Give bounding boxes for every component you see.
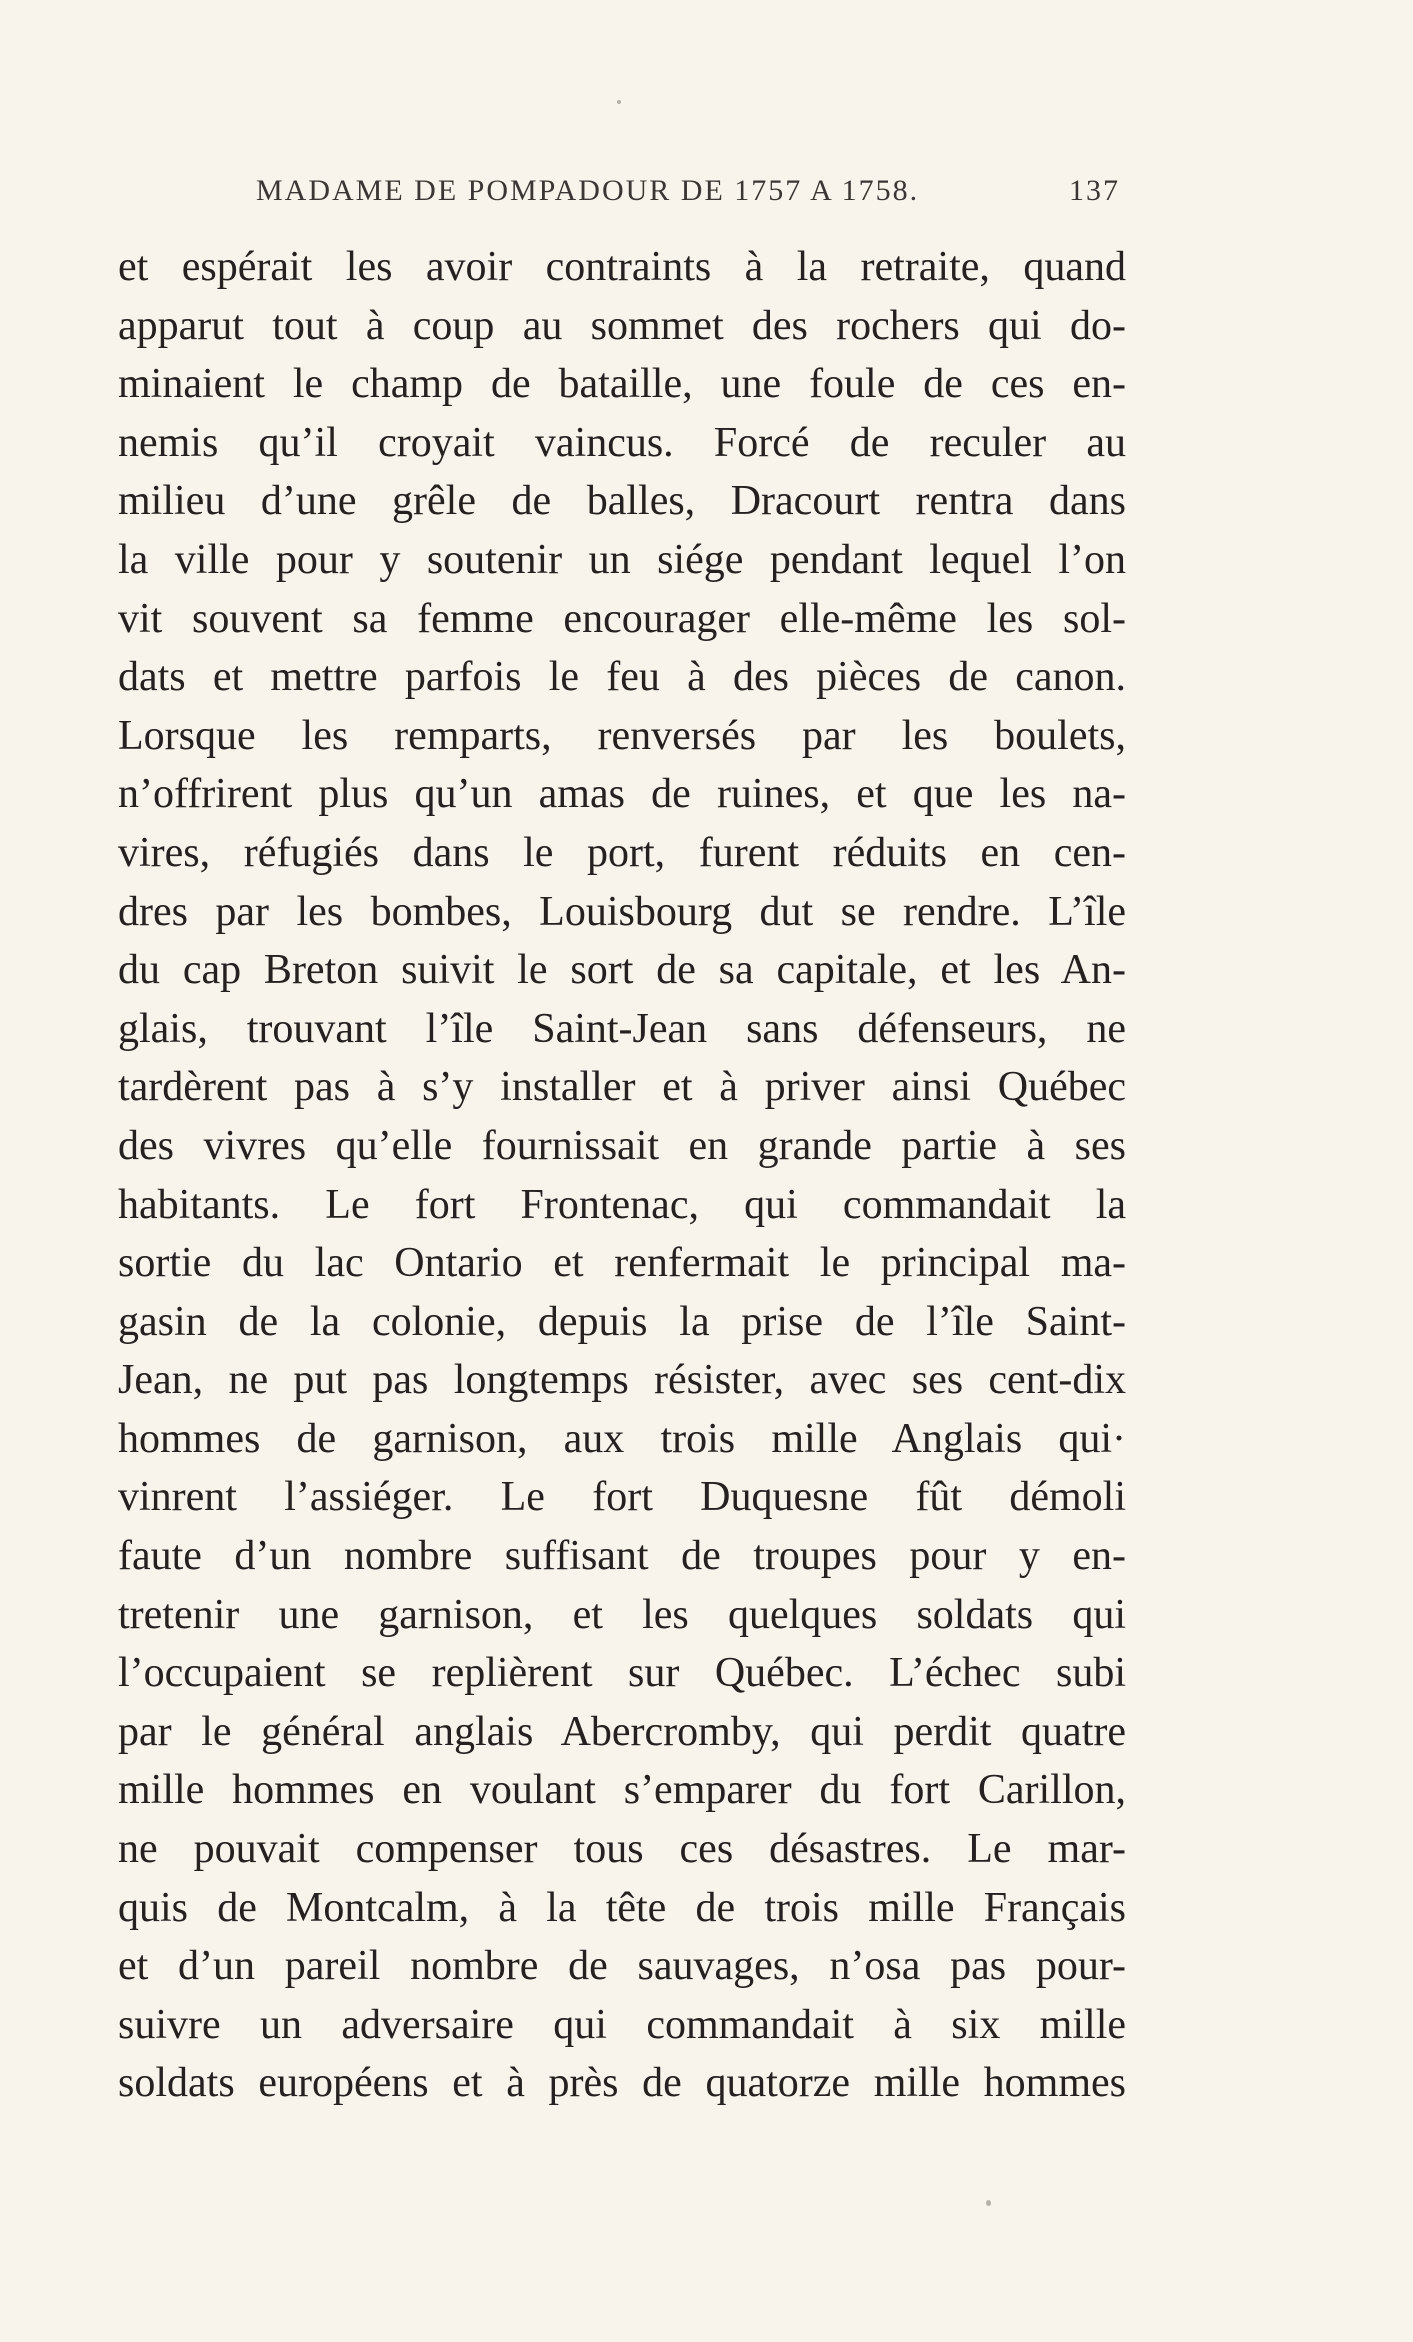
text-line: sortie du lac Ontario et renfermait le principal ma- (118, 1240, 1126, 1287)
text-line: dres par les bombes, Louisbourg dut se rendre. L’île (118, 888, 1126, 935)
text-line: vit souvent sa femme encourager elle-même les sol- (118, 595, 1126, 642)
text-line: soldats européens et à près de quatorze mille hommes (118, 2060, 1126, 2107)
text-line: vinrent l’assiéger. Le fort Duquesne fût démoli (118, 1474, 1126, 1521)
text-line: faute d’un nombre suffisant de troupes pour y en- (118, 1533, 1126, 1580)
text-line: et d’un pareil nombre de sauvages, n’osa pas pour- (118, 1943, 1126, 1990)
page-header (256, 174, 1120, 214)
page-number: 137 (1069, 174, 1120, 207)
text-line: du cap Breton suivit le sort de sa capitale, et les An- (118, 947, 1126, 994)
paper-speck (617, 100, 621, 104)
body-text (118, 238, 1126, 2113)
text-line: tretenir une garnison, et les quelques soldats qui (118, 1591, 1126, 1638)
text-line: Jean, ne put pas longtemps résister, avec ses cent-dix (118, 1357, 1126, 1404)
text-line: des vivres qu’elle fournissait en grande partie à ses (118, 1122, 1126, 1169)
text-line: apparut tout à coup au sommet des rochers qui do- (118, 302, 1126, 349)
text-line: vires, réfugiés dans le port, furent réduits en cen- (118, 829, 1126, 876)
text-line: dats et mettre parfois le feu à des pièces de canon. (118, 654, 1126, 701)
paper-speck (986, 2200, 991, 2206)
text-line: Lorsque les remparts, renversés par les boulets, (118, 712, 1126, 759)
text-line: tardèrent pas à s’y installer et à priver ainsi Québec (118, 1064, 1126, 1111)
text-line: milieu d’une grêle de balles, Dracourt rentra dans (118, 478, 1126, 525)
text-line: minaient le champ de bataille, une foule de ces en- (118, 361, 1126, 408)
text-line: habitants. Le fort Frontenac, qui commandait la (118, 1181, 1126, 1228)
text-line: n’offrirent plus qu’un amas de ruines, et que les na- (118, 771, 1126, 818)
text-line: glais, trouvant l’île Saint-Jean sans défenseurs, ne (118, 1005, 1126, 1052)
text-line: la ville pour y soutenir un siége pendant lequel l’on (118, 536, 1126, 583)
text-line: hommes de garnison, aux trois mille Anglais qui· (118, 1415, 1126, 1462)
text-line: l’occupaient se replièrent sur Québec. L’échec subi (118, 1650, 1126, 1697)
text-line: ne pouvait compenser tous ces désastres. Le mar- (118, 1826, 1126, 1873)
running-title: MADAME DE POMPADOUR DE 1757 A 1758. (256, 174, 920, 207)
text-line: nemis qu’il croyait vaincus. Forcé de reculer au (118, 419, 1126, 466)
text-line: suivre un adversaire qui commandait à six mille (118, 2001, 1126, 2048)
text-line: quis de Montcalm, à la tête de trois mille Français (118, 1884, 1126, 1931)
text-line: mille hommes en voulant s’emparer du fort Carillon, (118, 1767, 1126, 1814)
text-line: et espérait les avoir contraints à la retraite, quand (118, 244, 1126, 290)
text-line: par le général anglais Abercromby, qui perdit quatre (118, 1708, 1126, 1755)
text-line: gasin de la colonie, depuis la prise de l’île Saint- (118, 1298, 1126, 1345)
